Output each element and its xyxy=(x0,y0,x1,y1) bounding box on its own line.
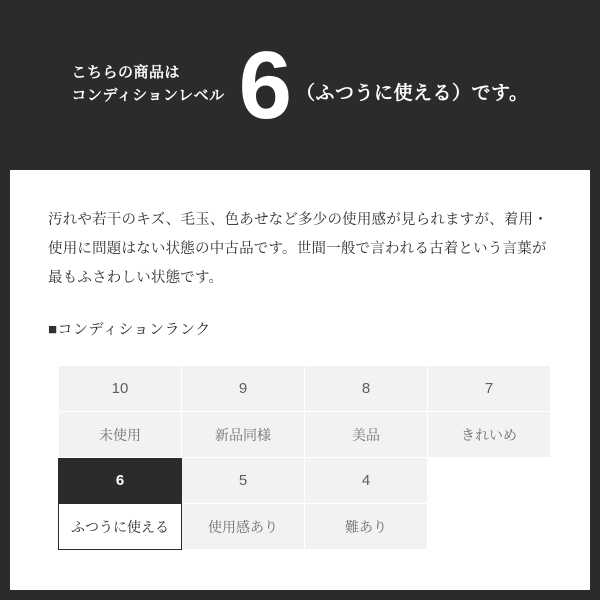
rank-number-cell-active: 6 xyxy=(59,458,182,504)
table-row xyxy=(59,504,551,550)
rank-label-cell-active: ふつうに使える xyxy=(59,504,182,550)
rank-number-cell: 10 xyxy=(59,366,182,412)
table-row xyxy=(59,458,551,504)
rank-label-cell: 難あり xyxy=(305,504,428,550)
rank-number-cell: 5 xyxy=(182,458,305,504)
rank-number-cell: 8 xyxy=(305,366,428,412)
header-tail-text: （ふつうに使える）です。 xyxy=(296,83,529,105)
body-panel xyxy=(10,170,590,590)
rank-label-cell: 美品 xyxy=(305,412,428,458)
rank-label-cell: 新品同様 xyxy=(182,412,305,458)
header-lead-line2: コンディションレベル xyxy=(71,86,225,104)
section-title-condition-rank: ■コンディションランク xyxy=(48,321,211,338)
header-banner xyxy=(0,0,600,168)
header-lead-text xyxy=(71,61,224,108)
rank-number-cell: 9 xyxy=(182,366,305,412)
table-row xyxy=(59,366,551,412)
rank-label-cell: 未使用 xyxy=(59,412,182,458)
condition-rank-table xyxy=(58,365,551,550)
table-row xyxy=(59,412,551,458)
header-content xyxy=(71,31,529,139)
condition-description: 汚れや若干のキズ、毛玉、色あせなど多少の使用感が見られますが、着用・使用に問題はない状態の中古品です。世間一般で言われる古着という言葉が最もふさわしい状態です。 xyxy=(48,212,548,286)
rank-empty-cell xyxy=(428,504,551,550)
rank-number-cell: 4 xyxy=(305,458,428,504)
condition-level-number: 6 xyxy=(238,31,291,139)
rank-number-cell: 7 xyxy=(428,366,551,412)
header-lead-line1: こちらの商品は xyxy=(71,63,180,81)
rank-empty-cell xyxy=(428,458,551,504)
rank-label-cell: きれいめ xyxy=(428,412,551,458)
rank-label-cell: 使用感あり xyxy=(182,504,305,550)
